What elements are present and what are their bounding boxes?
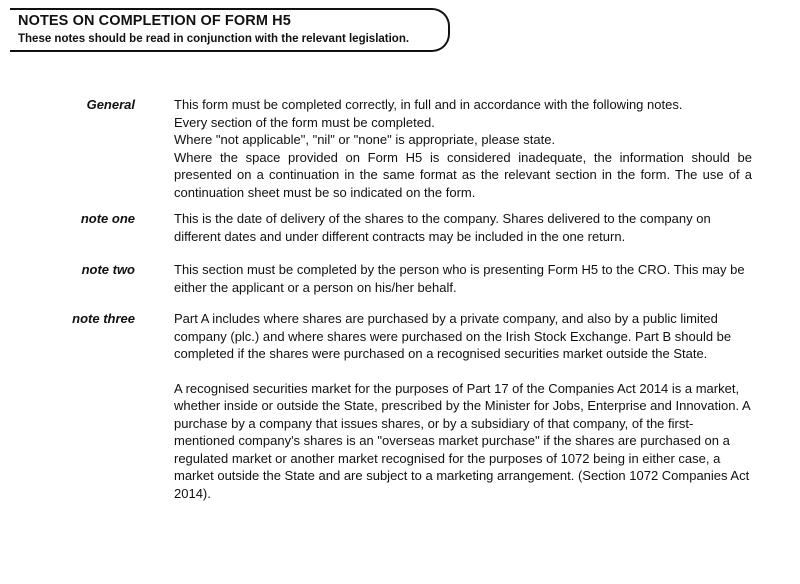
note-body <box>174 96 752 201</box>
note-body <box>174 210 752 245</box>
note-paragraph: A recognised securities market for the purposes of Part 17 of the Companies Act 2014 is a market, whether inside or outside the State, prescribed by the Minister for Jobs, Enterprise and Innovation. A purchase by a company that issues shares, or by a subsidiary of that company, of the first-mentioned company's shares is an "overseas market purchase" if the shares are purchased on a regulated market or another market recognised for the purposes of 1072 being in either case, a market outside the State and are subject to a marketing arrangement. (Section 1072 Companies Act 2014). <box>174 380 750 501</box>
note-paragraph: Part A includes where shares are purchased by a private company, and also by a public limited company (plc.) and where shares were purchased on the Irish Stock Exchange. Part B should be completed if the shares were purchased on a recognised securities market outside the State. <box>174 311 732 361</box>
note-label: note two <box>81 262 135 277</box>
note-text-line: This form must be completed correctly, in full and in accordance with the following notes. <box>174 97 683 112</box>
note-paragraph: Where the space provided on Form H5 is considered inadequate, the information should be presented on a continuation in the same format as the relevant section in the form. The use of a continuation sheet must be so indicated on the form. <box>174 149 752 200</box>
note-text-line: Where "not applicable", "nil" or "none" is appropriate, please state. <box>174 132 556 147</box>
paragraph-spacer <box>174 363 752 380</box>
page-title: NOTES ON COMPLETION OF FORM H5 <box>18 13 291 29</box>
note-label: note three <box>72 311 135 326</box>
note-label: note one <box>80 211 135 226</box>
note-paragraph: This section must be completed by the person who is presenting Form H5 to the CRO. This may be either the applicant or a person on his/her behalf. <box>174 262 745 295</box>
note-body <box>174 261 752 296</box>
note-body <box>174 310 752 502</box>
page-subtitle: These notes should be read in conjunction with the relevant legislation. <box>18 33 410 45</box>
header-box <box>10 8 450 52</box>
note-paragraph: This is the date of delivery of the shares to the company. Shares delivered to the company on different dates and under different contracts may be included in the one return. <box>174 211 711 244</box>
note-text-line: Every section of the form must be completed. <box>174 114 435 130</box>
note-label: General <box>86 97 135 112</box>
